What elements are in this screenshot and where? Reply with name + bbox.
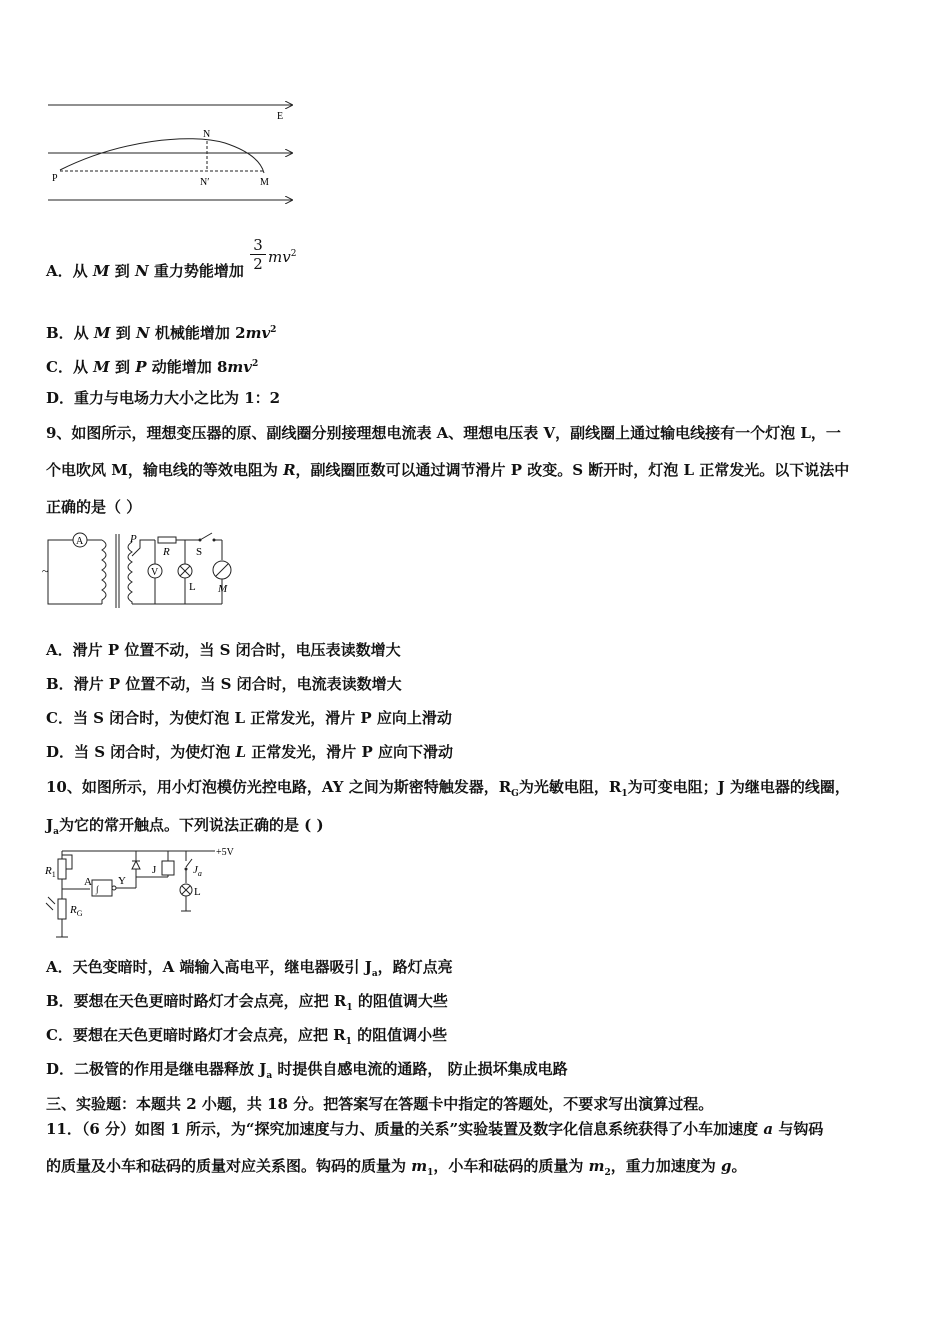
- transformer-circuit-figure: [40, 528, 240, 610]
- q8-option-a: A．从 M 到 N 重力势能增加: [46, 262, 244, 280]
- q10-option-b: B．要想在天色更暗时路灯才会点亮，应把 $R_1$ 的阻值调大些: [46, 992, 448, 1013]
- q8-a-fraction: 3 2: [250, 236, 266, 273]
- section-three-heading: 三、实验题：本题共 2 小题，共 18 分。把答案写在答题卡中指定的答题处，不要求写出演算过程。: [46, 1095, 714, 1113]
- resistor-label: R: [163, 546, 170, 558]
- light-control-circuit-figure: [40, 843, 240, 943]
- label-N: N: [203, 129, 211, 140]
- lamp-label: L: [189, 581, 196, 593]
- label-N-prime: N′: [200, 177, 210, 188]
- r1-label: $R_1$: [45, 865, 56, 879]
- relay-coil-j: [162, 861, 174, 875]
- q9-stem-line3: 正确的是（ ）: [46, 498, 142, 516]
- switch-s: [200, 533, 212, 540]
- q8-option-b: B．从 M 到 N 机械能增加 $2mv^2$: [46, 324, 277, 342]
- q9-stem-line2: 个电吹风 M，输电线的等效电阻为 R，副线圈匝数可以通过调节滑片 P 改变。S 断开时，灯泡 L 正常发光。以下说法中: [46, 461, 850, 479]
- resistor-r1: [58, 859, 66, 879]
- field-trajectory-figure: [40, 95, 310, 215]
- relay-label: J: [152, 864, 157, 876]
- ammeter-label: A: [76, 536, 84, 547]
- q10-stem-line2: $J_a$为它的常开触点。下列说法正确的是 ( ): [46, 816, 324, 837]
- primary-coil: [102, 540, 106, 604]
- voltmeter-label: V: [151, 567, 159, 578]
- motor-label: M: [218, 583, 228, 595]
- light-arrow-2: [46, 903, 53, 910]
- q9-option-a: A．滑片 P 位置不动，当 S 闭合时，电压表读数增大: [46, 641, 401, 659]
- q10-option-d: D．二极管的作用是继电器释放 $J_a$ 时提供自感电流的通路， 防止损坏集成电路: [46, 1060, 568, 1081]
- label-P: P: [52, 173, 58, 184]
- q8-option-c: C．从 M 到 P 动能增加 $8mv^2$: [46, 358, 259, 376]
- q8-option-d: D．重力与电场力大小之比为 1：2: [46, 389, 281, 407]
- q8-a-mv: $mv^2$: [268, 248, 297, 266]
- input-a-label: A: [84, 876, 92, 888]
- q11-stem-line1: 11．（6 分）如图 1 所示，为“探究加速度与力、质量的关系”实验装置及数字化信息系统获得了小车加速度 a 与钩码: [46, 1120, 824, 1138]
- q9-stem-line1: 9、如图所示，理想变压器的原、副线圈分别接理想电流表 A、理想电压表 V，副线圈上通过输电线接有一个灯泡 L，一: [46, 424, 841, 442]
- q10-stem-line1: 10、如图所示，用小灯泡模仿光控电路，AY 之间为斯密特触发器，$R_G$为光敏电阻，$R_1$为可变电阻；J 为继电器的线圈，: [46, 778, 850, 799]
- contact-label: $J_a$: [193, 864, 202, 878]
- diode-symbol: [132, 861, 140, 869]
- switch-label: S: [196, 546, 203, 558]
- q10-option-a: A．天色变暗时，A 端输入高电平，继电器吸引 $J_a$，路灯点亮: [46, 958, 453, 979]
- rg-label: $R_G$: [70, 904, 83, 918]
- resistor-r: [158, 537, 176, 543]
- slider-label-p: P: [130, 533, 137, 545]
- label-E: E: [277, 111, 284, 122]
- contact-ja: [186, 859, 192, 867]
- q9-option-c: C．当 S 闭合时，为使灯泡 L 正常发光，滑片 P 应向上滑动: [46, 709, 452, 727]
- q11-stem-line2: 的质量及小车和砝码的质量对应关系图。钩码的质量为 $m_1$，小车和砝码的质量为 $m_2$，重力加速度为 g。: [46, 1157, 747, 1178]
- primary-wire: [48, 540, 102, 604]
- q9-option-d: D．当 S 闭合时，为使灯泡 L 正常发光，滑片 P 应向下滑动: [46, 743, 454, 761]
- label-M: M: [260, 177, 269, 188]
- secondary-coil: [128, 542, 132, 604]
- schmitt-trigger: [92, 880, 112, 896]
- lamp-l-label: L: [194, 886, 201, 898]
- photoresistor-rg: [58, 899, 66, 919]
- trajectory-curve: [60, 139, 264, 173]
- light-arrow-1: [48, 897, 55, 904]
- supply-label: +5V: [216, 847, 234, 858]
- ac-source-symbol: ~: [42, 564, 49, 578]
- output-y-label: Y: [118, 875, 126, 887]
- svg-text:∫: ∫: [96, 884, 99, 894]
- q10-option-c: C．要想在天色更暗时路灯才会点亮，应把 $R_1$ 的阻值调小些: [46, 1026, 448, 1047]
- q9-option-b: B．滑片 P 位置不动，当 S 闭合时，电流表读数增大: [46, 675, 402, 693]
